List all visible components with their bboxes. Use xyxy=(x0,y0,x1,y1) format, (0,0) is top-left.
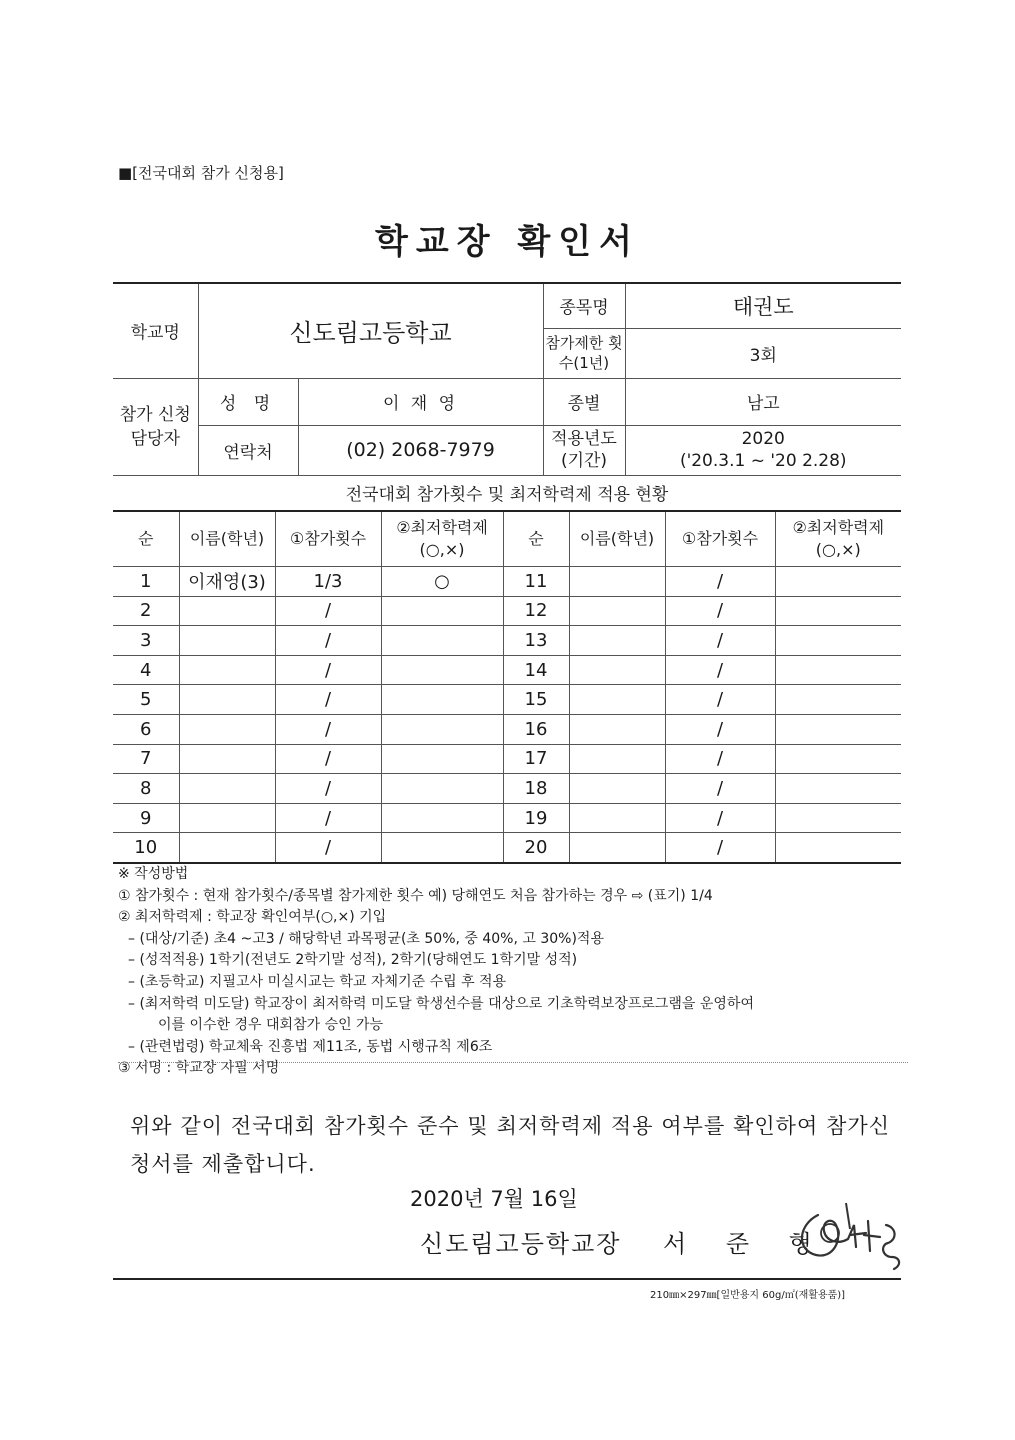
limit-value: 3회 xyxy=(625,328,901,378)
table-cell: ○ xyxy=(381,567,503,597)
signer-title: 신도림고등학교장 xyxy=(420,1230,622,1258)
school-label: 학교명 xyxy=(113,283,198,378)
table-cell: / xyxy=(275,833,381,863)
table-cell: / xyxy=(665,774,775,804)
contact-label: 연락처 xyxy=(198,425,298,475)
form-type-label: ■[전국대회 참가 신청용] xyxy=(118,164,284,182)
table-cell xyxy=(179,596,275,626)
table-cell xyxy=(381,596,503,626)
note-subitem: – (성적적용) 1학기(전년도 2학기말 성적), 2학기(당해연도 1학기말 성적) xyxy=(128,952,578,969)
table-cell: 16 xyxy=(503,714,569,744)
contact-value: (02) 2068-7979 xyxy=(298,425,543,475)
year-cell xyxy=(625,425,901,475)
table-cell: / xyxy=(275,714,381,744)
table-cell: 6 xyxy=(113,714,179,744)
event-label: 종목명 xyxy=(543,283,625,328)
document-title: 학교장 확인서 xyxy=(375,222,640,262)
table-cell: / xyxy=(665,596,775,626)
table-cell xyxy=(381,655,503,685)
note-item: ① 참가횟수 : 현재 참가횟수/종목별 참가제한 횟수 예) 당해연도 처음 참가하는 경우 ⇨ (표기) 1/4 xyxy=(118,887,713,904)
table-cell xyxy=(179,774,275,804)
table-cell: / xyxy=(275,685,381,715)
table-cell xyxy=(179,655,275,685)
event-name: 태권도 xyxy=(625,283,901,328)
table-cell xyxy=(179,626,275,656)
table-row xyxy=(113,803,901,833)
table-row xyxy=(113,626,901,656)
note-subitem: 이를 이수한 경우 대회참가 승인 가능 xyxy=(158,1017,384,1034)
table-cell xyxy=(381,774,503,804)
manager-label: 참가 신청 담당자 xyxy=(113,378,198,475)
table-cell xyxy=(569,803,665,833)
table-cell: 13 xyxy=(503,626,569,656)
table-cell: / xyxy=(665,714,775,744)
table-cell xyxy=(381,803,503,833)
table-cell xyxy=(381,714,503,744)
table-cell xyxy=(775,626,901,656)
principal-name: 서 준 형 xyxy=(663,1230,828,1258)
table-cell: 14 xyxy=(503,655,569,685)
table-cell: 8 xyxy=(113,774,179,804)
table-cell: 19 xyxy=(503,803,569,833)
type-label: 종별 xyxy=(543,378,625,425)
table-row xyxy=(113,744,901,774)
table-cell: / xyxy=(275,655,381,685)
table-cell xyxy=(775,567,901,597)
table-cell: / xyxy=(275,596,381,626)
table-cell xyxy=(179,803,275,833)
participation-table xyxy=(113,510,901,864)
table-cell: 20 xyxy=(503,833,569,863)
table-cell xyxy=(179,714,275,744)
note-subitem: – (최저학력 미도달) 학교장이 최저학력 미도달 학생선수를 대상으로 기초학력보장프로그램을 운영하여 xyxy=(128,995,754,1012)
note-subitem: – (대상/기준) 초4 ~고3 / 해당학년 과목평균(초 50%, 중 40%, 고 30%)적용 xyxy=(128,930,604,947)
info-table xyxy=(113,282,901,476)
table-cell xyxy=(569,596,665,626)
table-cell xyxy=(775,744,901,774)
year-label: 적용년도 (기간) xyxy=(543,425,625,475)
manager-name: 이 재 영 xyxy=(298,378,543,425)
table-cell xyxy=(775,774,901,804)
table-row xyxy=(113,596,901,626)
table-row xyxy=(113,567,901,597)
signature-image xyxy=(788,1195,908,1275)
table-row xyxy=(113,655,901,685)
column-header: ②최저학력제 (○,×) xyxy=(381,511,503,567)
table-cell: 12 xyxy=(503,596,569,626)
table-cell: / xyxy=(665,567,775,597)
table-cell: 1/3 xyxy=(275,567,381,597)
note-item: ② 최저학력제 : 학교장 확인여부(○,×) 기입 xyxy=(118,909,387,926)
table-cell xyxy=(569,655,665,685)
column-header: ②최저학력제 (○,×) xyxy=(775,511,901,567)
table-cell: / xyxy=(275,626,381,656)
table-row xyxy=(113,774,901,804)
year-value: 2020 xyxy=(741,429,785,449)
bottom-rule xyxy=(113,1278,901,1280)
table-cell: / xyxy=(665,833,775,863)
table-cell xyxy=(775,596,901,626)
table-cell xyxy=(569,685,665,715)
table-cell xyxy=(179,685,275,715)
column-header: 순 xyxy=(503,511,569,567)
table-cell xyxy=(381,626,503,656)
year-period: ('20.3.1 ~ '20 2.28) xyxy=(679,451,847,471)
table-cell: 1 xyxy=(113,567,179,597)
table-cell xyxy=(775,714,901,744)
table-cell: 11 xyxy=(503,567,569,597)
table-cell: 7 xyxy=(113,744,179,774)
table-cell xyxy=(569,774,665,804)
table-row xyxy=(113,833,901,863)
table-cell xyxy=(381,833,503,863)
table-cell xyxy=(569,567,665,597)
table-cell xyxy=(569,833,665,863)
table-cell: 이재영(3) xyxy=(179,567,275,597)
table-cell xyxy=(775,655,901,685)
column-header: 이름(학년) xyxy=(569,511,665,567)
type-value: 남고 xyxy=(625,378,901,425)
table-cell: 17 xyxy=(503,744,569,774)
name-label: 성 명 xyxy=(198,378,298,425)
table-cell: 2 xyxy=(113,596,179,626)
table-cell: / xyxy=(665,685,775,715)
table-cell xyxy=(569,744,665,774)
table-cell xyxy=(381,744,503,774)
column-header: ①참가횟수 xyxy=(665,511,775,567)
table-cell: 5 xyxy=(113,685,179,715)
school-name: 신도림고등학교 xyxy=(198,283,543,378)
table-cell xyxy=(179,833,275,863)
table-cell: 4 xyxy=(113,655,179,685)
limit-label: 참가제한 횟수(1년) xyxy=(543,328,625,378)
table-cell: / xyxy=(275,744,381,774)
table-cell xyxy=(775,833,901,863)
table-cell xyxy=(569,714,665,744)
table-cell: 15 xyxy=(503,685,569,715)
column-header: 이름(학년) xyxy=(179,511,275,567)
column-header: 순 xyxy=(113,511,179,567)
table-row xyxy=(113,685,901,715)
note-subitem: – (초등학교) 지필고사 미실시교는 학교 자체기준 수립 후 적용 xyxy=(128,973,507,990)
table-cell: 18 xyxy=(503,774,569,804)
table-cell xyxy=(775,803,901,833)
divider xyxy=(118,1062,908,1063)
table-cell: / xyxy=(275,803,381,833)
table-cell: / xyxy=(665,655,775,685)
note-heading: ※ 작성방법 xyxy=(118,866,189,882)
table-cell xyxy=(381,685,503,715)
issue-date: 2020년 7월 16일 xyxy=(410,1187,578,1211)
column-header: ①참가횟수 xyxy=(275,511,381,567)
confirmation-statement: 위와 같이 전국대회 참가횟수 준수 및 최저학력제 적용 여부를 확인하여 참가신청서를 제출합니다. xyxy=(130,1114,890,1176)
table-cell: / xyxy=(665,803,775,833)
table-cell: / xyxy=(275,774,381,804)
note-item: ③ 서명 : 학교장 자필 서명 xyxy=(118,1060,280,1077)
status-title: 전국대회 참가횟수 및 최저학력제 적용 현황 xyxy=(345,485,669,505)
table-cell xyxy=(775,685,901,715)
table-row xyxy=(113,714,901,744)
table-cell: / xyxy=(665,626,775,656)
table-cell: 3 xyxy=(113,626,179,656)
note-subitem: – (관련법령) 학교체육 진흥법 제11조, 동법 시행규칙 제6조 xyxy=(128,1038,493,1055)
table-cell: 9 xyxy=(113,803,179,833)
instructions xyxy=(118,864,908,1080)
table-cell: 10 xyxy=(113,833,179,863)
table-cell xyxy=(569,626,665,656)
table-cell: / xyxy=(665,744,775,774)
paper-spec: 210㎜×297㎜[일반용지 60g/㎡(재활용품)] xyxy=(650,1290,846,1301)
table-cell xyxy=(179,744,275,774)
